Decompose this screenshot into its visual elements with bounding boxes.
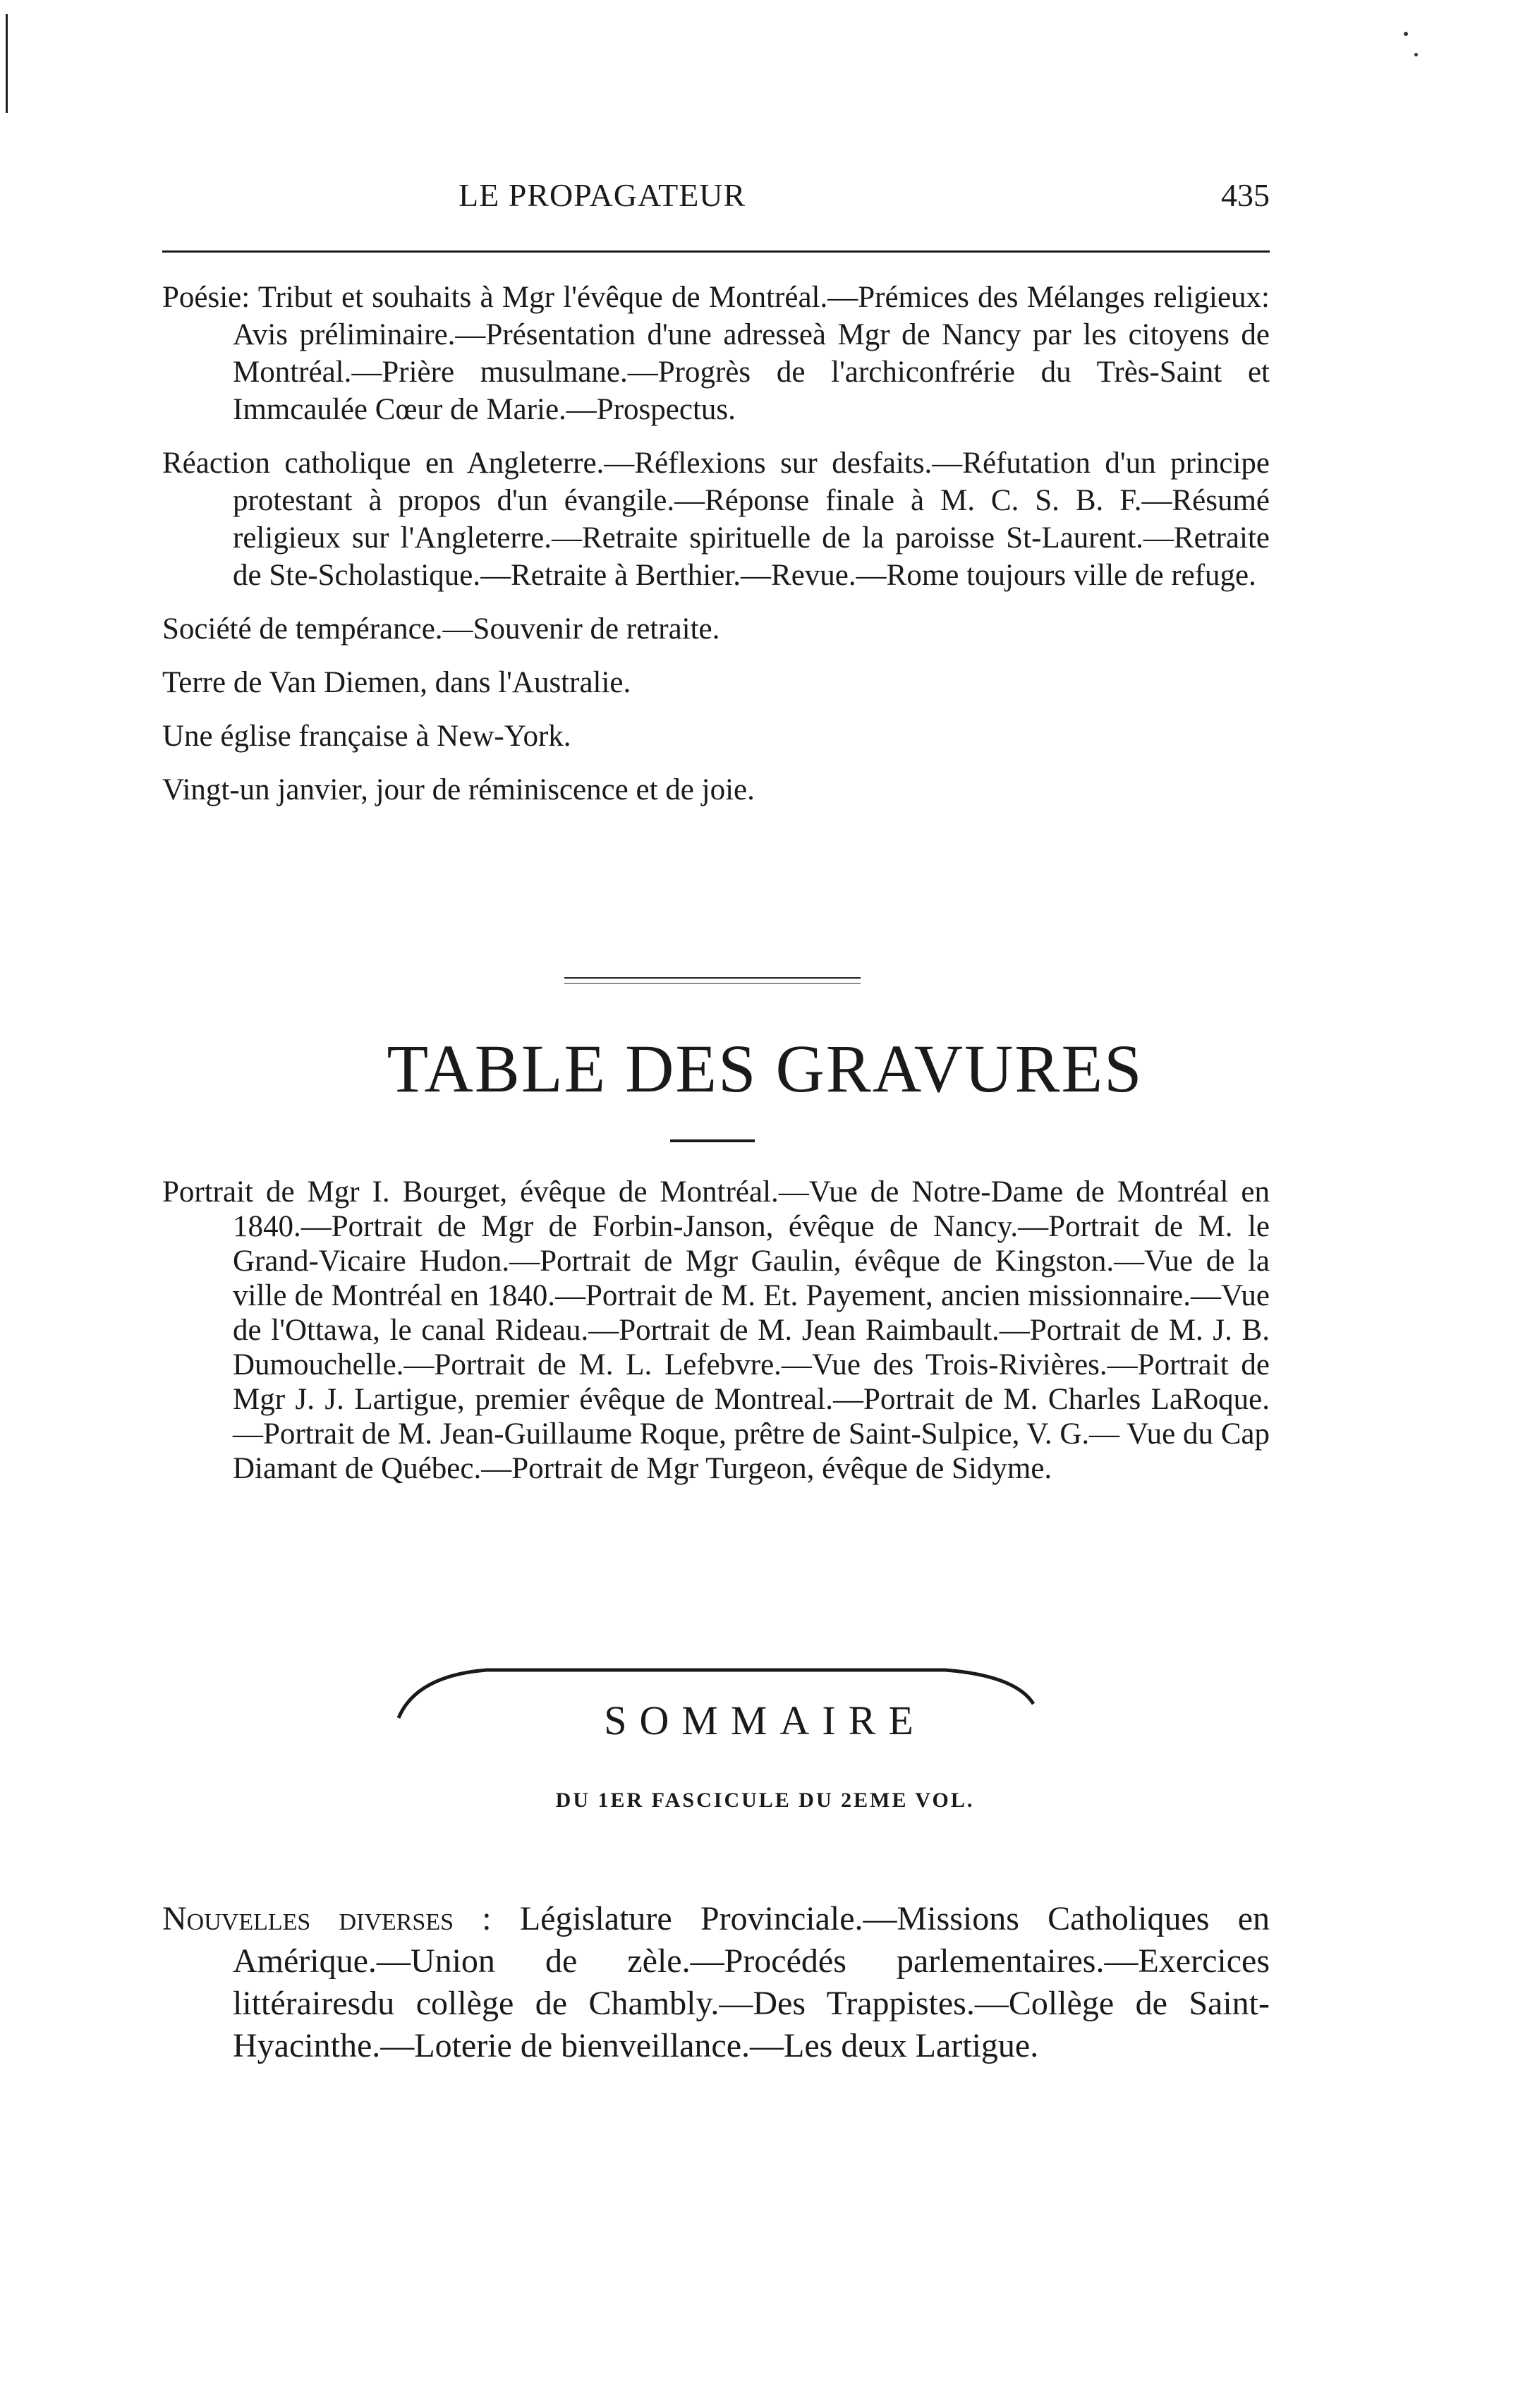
ornamental-rule bbox=[564, 983, 861, 984]
scan-speck bbox=[1414, 53, 1418, 56]
running-head-title: LE PROPAGATEUR bbox=[459, 177, 746, 213]
sommaire-text: Législature Provinciale.—Missions Catholiques en Amérique.—Union de zèle.—Procédés parlementaires.—Exercices littérairesdu collège de Chambly.—Des Trappistes.—Collège de Saint-Hyacinthe.—Loterie de bienveillance.—Les deux Lartigue. bbox=[233, 1900, 1270, 2064]
scan-speck bbox=[1404, 32, 1408, 36]
sommaire-entry bbox=[162, 1898, 1270, 2067]
index-entry: Terre de Van Diemen, dans l'Australie. bbox=[162, 666, 631, 699]
gravures-title: TABLE DES GRAVURES bbox=[387, 1031, 1143, 1106]
index-entry: Une église française à New-York. bbox=[162, 720, 571, 753]
sommaire-lead: Nouvelles diverses : bbox=[162, 1900, 492, 1937]
left-edge-scan-mark bbox=[6, 14, 8, 113]
index-entries bbox=[162, 279, 1270, 825]
page-number: 435 bbox=[1221, 177, 1270, 213]
title-underline bbox=[670, 1139, 755, 1142]
running-head bbox=[162, 176, 1270, 226]
ornamental-rule bbox=[564, 977, 861, 979]
index-entry: Réaction catholique en Angleterre.—Réflexions sur desfaits.—Réfutation d'un principe protestant à propos d'un évangile.—Réponse finale à M. C. S. B. F.—Résumé religieux sur l'Angleterre.—Retraite spirituelle de la paroisse St-Laurent.—Retraite de Ste-Scholastique.—Retraite à Berthier.—Revue.—Rome toujours ville de refuge. bbox=[162, 447, 1270, 592]
index-entry: Poésie: Tribut et souhaits à Mgr l'évêque de Montréal.—Prémices des Mélanges religieux: Avis préliminaire.—Présentation d'une adresseà Mgr de Nancy par les citoyens de Montréal.—Prière musulmane.—Progrès de l'archiconfrérie du Très-Saint et Immcaulée Cœur de Marie.—Prospectus. bbox=[162, 281, 1270, 426]
index-entry: Vingt-un janvier, jour de réminiscence et de joie. bbox=[162, 773, 755, 806]
sommaire-subtitle: DU 1ER FASCICULE DU 2EME VOL. bbox=[555, 1789, 975, 1812]
gravures-list: Portrait de Mgr I. Bourget, évêque de Montréal.—Vue de Notre-Dame de Montréal en 1840.—Portrait de Mgr de Forbin-Janson, évêque de Nancy.—Portrait de M. le Grand-Vicaire Hudon.—Portrait de Mgr Gaulin, évêque de Kingston.—Vue de la ville de Montréal en 1840.—Portrait de M. Et. Payement, ancien missionnaire.—Vue de l'Ottawa, le canal Rideau.—Portrait de M. Jean Raimbault.—Portrait de M. J. B. Dumouchelle.—Portrait de M. L. Lefebvre.—Vue des Trois-Rivières.—Portrait de Mgr J. J. Lartigue, premier évêque de Montreal.—Portrait de M. Charles LaRoque.—Portrait de M. Jean-Guillaume Roque, prêtre de Saint-Sulpice, V. G.— Vue du Cap Diamant de Québec.—Portrait de Mgr Turgeon, évêque de Sidyme. bbox=[162, 1175, 1270, 1485]
sommaire-title: SOMMAIRE bbox=[604, 1698, 926, 1743]
header-rule bbox=[162, 250, 1270, 253]
index-entry: Société de tempérance.—Souvenir de retraite. bbox=[162, 612, 720, 646]
